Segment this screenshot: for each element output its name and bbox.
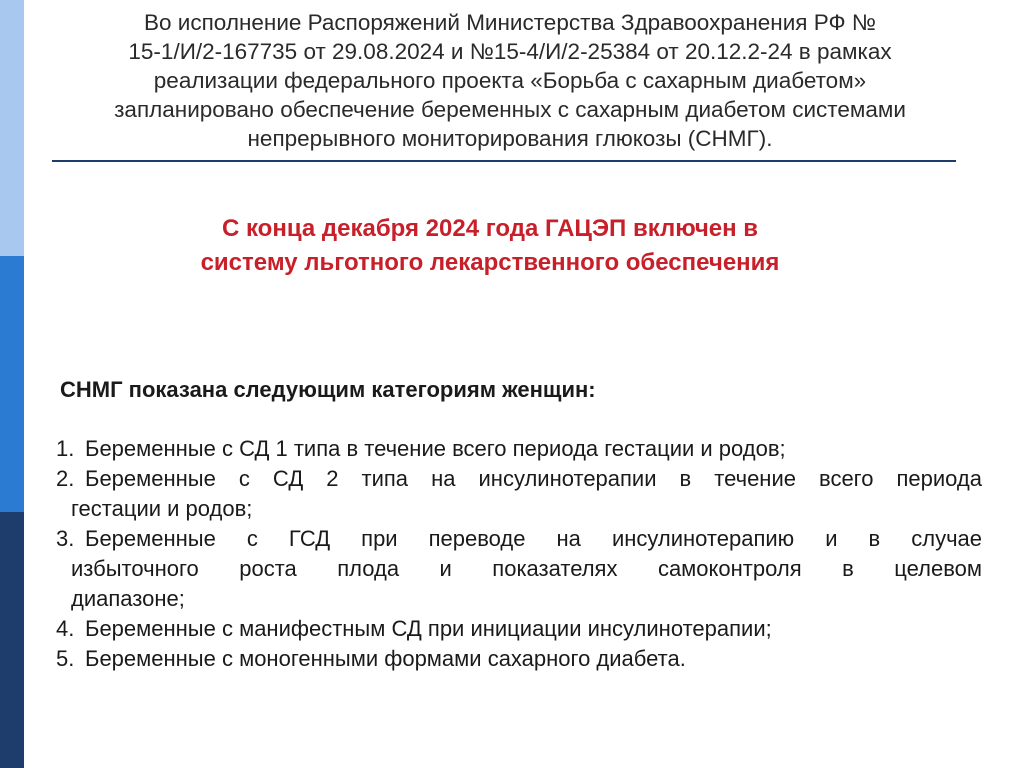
categories-list <box>56 434 982 674</box>
list-item-text: Беременные с манифестным СД при инициации инсулинотерапии; <box>85 616 772 641</box>
highlight-line: систему льготного лекарственного обеспечения <box>200 249 780 276</box>
list-item-text: Беременные с СД 2 типа на инсулинотерапии в течение всего периода <box>85 466 982 491</box>
side-accent-bar <box>0 0 24 768</box>
list-item-text: гестации и родов; <box>71 496 253 521</box>
list-item-text: избыточного роста плода и показателях самоконтроля в целевом <box>71 556 982 581</box>
header-divider <box>52 160 956 162</box>
header-line: непрерывного мониторирования глюкозы (СНМГ). <box>247 126 773 151</box>
list-item-number: 3. <box>56 526 75 551</box>
list-item <box>56 614 982 644</box>
list-item-number: 4. <box>56 616 75 641</box>
header-line: запланировано обеспечение беременных с сахарным диабетом системами <box>114 97 906 122</box>
list-item-text: Беременные с моногенными формами сахарного диабета. <box>85 646 686 671</box>
list-item <box>56 434 982 464</box>
list-item <box>56 464 982 524</box>
list-item <box>56 524 982 614</box>
list-item-number: 1. <box>56 436 75 461</box>
header-text <box>60 8 960 153</box>
highlight-line: С конца декабря 2024 года ГАЦЭП включен в <box>221 215 759 242</box>
header-line: Во исполнение Распоряжений Министерства Здравоохранения РФ № <box>144 10 876 35</box>
section-title: СНМГ показана следующим категориям женщин: <box>60 377 596 402</box>
list-item-number: 5. <box>56 646 75 671</box>
list-item-text: Беременные с ГСД при переводе на инсулинотерапию и в случае <box>85 526 982 551</box>
header-line: реализации федерального проекта «Борьба с сахарным диабетом» <box>153 68 867 93</box>
side-accent-segment-light <box>0 0 24 256</box>
list-item <box>56 644 982 674</box>
highlight-statement <box>80 212 900 280</box>
side-accent-segment-dark <box>0 512 24 768</box>
list-item-text: Беременные с СД 1 типа в течение всего периода гестации и родов; <box>85 436 786 461</box>
side-accent-segment-medium <box>0 256 24 512</box>
list-item-number: 2. <box>56 466 75 491</box>
list-item-text: диапазоне; <box>71 586 185 611</box>
header-line: 15-1/И/2-167735 от 29.08.2024 и №15-4/И/2-25384 от 20.12.2-24 в рамках <box>128 39 892 64</box>
